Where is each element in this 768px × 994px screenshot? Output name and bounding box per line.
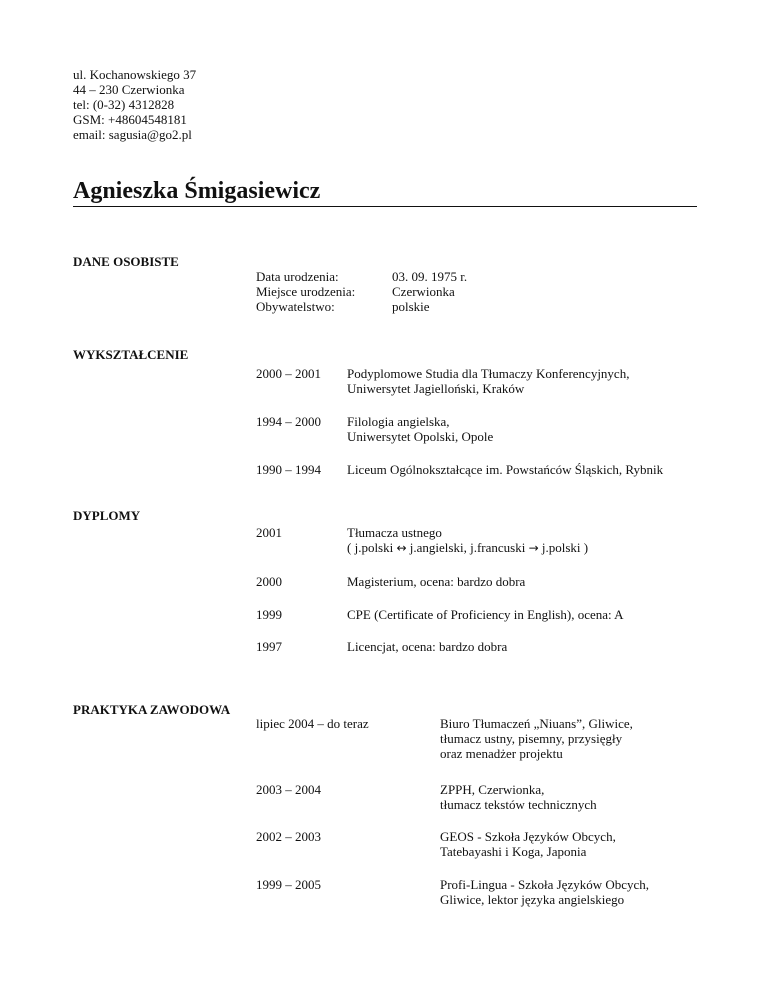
- experience-role: tłumacz tekstów technicznych: [440, 797, 597, 812]
- experience-employer: GEOS - Szkoła Języków Obcych,: [440, 829, 616, 844]
- education-years: 1990 – 1994: [256, 462, 321, 477]
- section-heading-experience: PRAKTYKA ZAWODOWA: [73, 702, 231, 717]
- experience-role: Tatebayashi i Koga, Japonia: [440, 844, 587, 859]
- contact-street: ul. Kochanowskiego 37: [73, 67, 197, 82]
- experience-role-extra: oraz menadżer projektu: [440, 746, 563, 761]
- experience-employer: Profi-Lingua - Szkoła Języków Obcych,: [440, 877, 650, 892]
- bidirectional-arrow-icon: ↔: [396, 541, 407, 555]
- section-heading-personal: DANE OSOBISTE: [73, 254, 179, 269]
- diploma-languages: [347, 540, 588, 555]
- education-years: 1994 – 2000: [256, 414, 321, 429]
- languages-middle: j.angielski, j.francuski: [406, 540, 529, 555]
- education-location: Uniwersytet Jagielloński, Kraków: [347, 381, 525, 396]
- education-location: Uniwersytet Opolski, Opole: [347, 429, 494, 444]
- experience-role: tłumacz ustny, pisemny, przysięgły: [440, 731, 623, 746]
- name-underline: [73, 206, 697, 207]
- experience-period: lipiec 2004 – do teraz: [256, 716, 369, 731]
- section-heading-education: WYKSZTAŁCENIE: [73, 347, 189, 362]
- personal-label: Miejsce urodzenia:: [256, 284, 356, 299]
- experience-employer: ZPPH, Czerwionka,: [440, 782, 545, 797]
- education-years: 2000 – 2001: [256, 366, 321, 381]
- diploma-year: 1997: [256, 639, 282, 654]
- candidate-name: Agnieszka Śmigasiewicz: [73, 178, 321, 204]
- diploma-year: 2000: [256, 574, 282, 589]
- diploma-title: Magisterium, ocena: bardzo dobra: [347, 574, 526, 589]
- diploma-year: 2001: [256, 525, 282, 540]
- contact-mobile: GSM: +48604548181: [73, 112, 187, 127]
- education-school: Liceum Ogólnokształcące im. Powstańców Śląskich, Rybnik: [347, 462, 664, 477]
- personal-value: 03. 09. 1975 r.: [392, 269, 468, 284]
- contact-email: email: sagusia@go2.pl: [73, 127, 192, 142]
- personal-value: polskie: [392, 299, 430, 314]
- personal-value: Czerwionka: [392, 284, 455, 299]
- experience-period: 1999 – 2005: [256, 877, 321, 892]
- diploma-title: CPE (Certificate of Proficiency in English), ocena: A: [347, 607, 624, 622]
- diploma-title: Tłumacza ustnego: [347, 525, 442, 540]
- contact-city: 44 – 230 Czerwionka: [73, 82, 185, 97]
- diploma-year: 1999: [256, 607, 282, 622]
- languages-open: ( j.polski: [347, 540, 397, 555]
- languages-close: j.polski ): [538, 540, 589, 555]
- personal-label: Data urodzenia:: [256, 269, 339, 284]
- experience-period: 2002 – 2003: [256, 829, 321, 844]
- section-heading-diplomas: DYPLOMY: [73, 508, 141, 523]
- right-arrow-icon: →: [528, 541, 539, 555]
- diploma-title: Licencjat, ocena: bardzo dobra: [347, 639, 508, 654]
- contact-phone: tel: (0-32) 4312828: [73, 97, 175, 112]
- education-school: Podyplomowe Studia dla Tłumaczy Konferencyjnych,: [347, 366, 630, 381]
- experience-role: Gliwice, lektor języka angielskiego: [440, 892, 625, 907]
- experience-employer: Biuro Tłumaczeń „Niuans”, Gliwice,: [440, 716, 633, 731]
- personal-label: Obywatelstwo:: [256, 299, 335, 314]
- education-school: Filologia angielska,: [347, 414, 450, 429]
- experience-period: 2003 – 2004: [256, 782, 321, 797]
- contact-block: [73, 67, 196, 142]
